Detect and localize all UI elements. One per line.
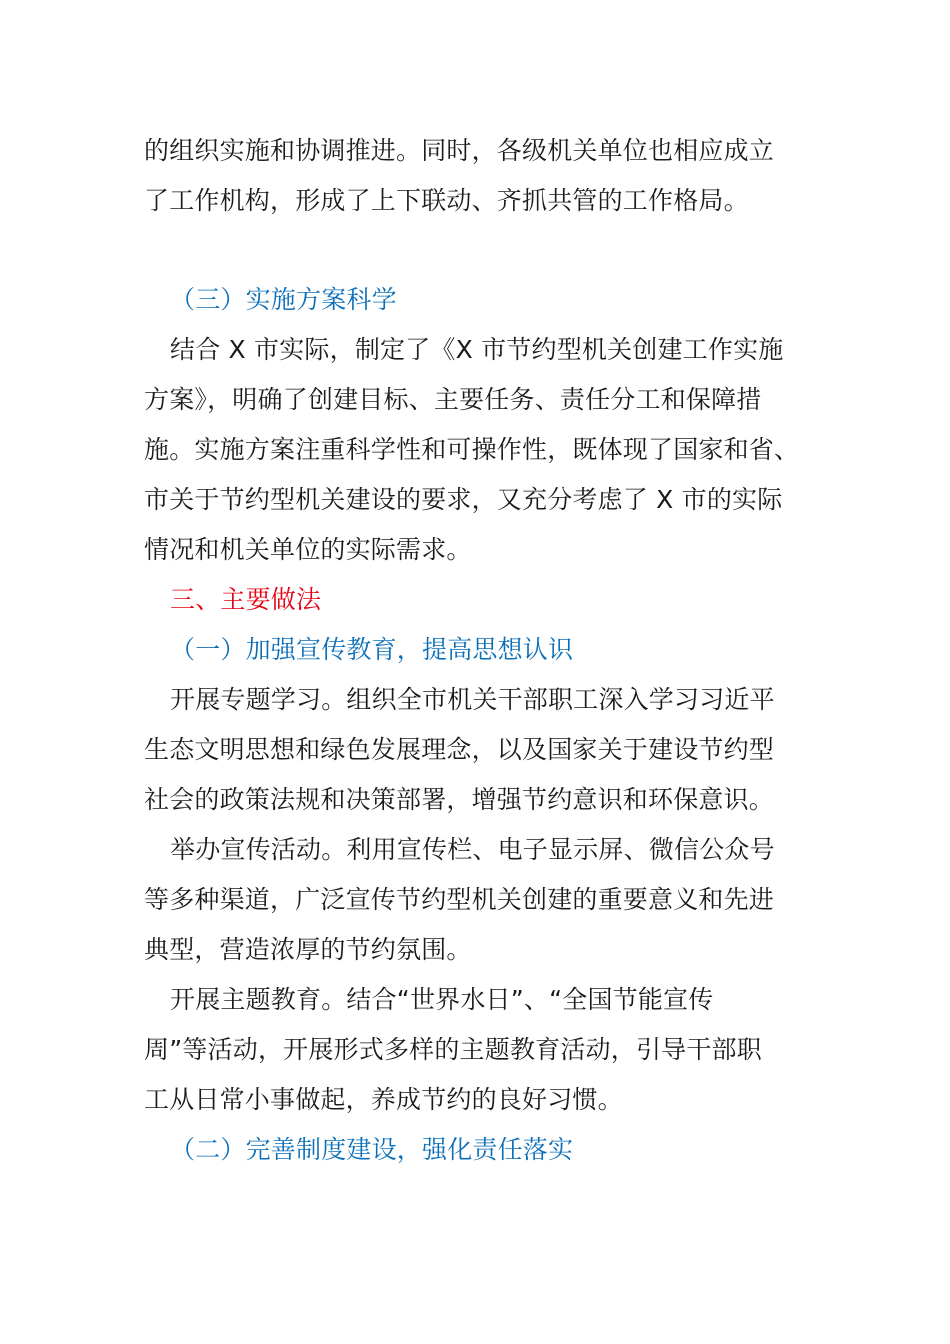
- paragraph-line: 社会的政策法规和决策部署，增强节约意识和环保意识。: [144, 785, 775, 814]
- paragraph-line: 典型，营造浓厚的节约氛围。: [144, 935, 472, 964]
- paragraph-line: 施。实施方案注重科学性和可操作性，既体现了国家和省、: [144, 435, 800, 464]
- subsection-heading-system-building: （二）完善制度建设，强化责任落实: [170, 1135, 574, 1164]
- paragraph-line: 结合 X 市实际，制定了《X 市节约型机关创建工作实施: [170, 335, 784, 364]
- paragraph-line: 市关于节约型机关建设的要求，又充分考虑了 X 市的实际: [144, 485, 783, 514]
- paragraph-line: 开展专题学习。组织全市机关干部职工深入学习习近平: [170, 685, 775, 714]
- paragraph-line: 工从日常小事做起，养成节约的良好习惯。: [144, 1085, 623, 1114]
- paragraph-line: 开展主题教育。结合“世界水日”、“全国节能宣传: [170, 985, 714, 1014]
- paragraph-line: 的组织实施和协调推进。同时，各级机关单位也相应成立: [144, 136, 775, 165]
- paragraph-line: 周”等活动，开展形式多样的主题教育活动，引导干部职: [144, 1035, 762, 1064]
- paragraph-line: 方案》，明确了创建目标、主要任务、责任分工和保障措: [144, 385, 762, 414]
- document-page: [144, 126, 804, 1175]
- section-heading-main-practices: 三、主要做法: [170, 585, 322, 614]
- paragraph-line: 生态文明思想和绿色发展理念，以及国家关于建设节约型: [144, 735, 775, 764]
- paragraph-line: 等多种渠道，广泛宣传节约型机关创建的重要意义和先进: [144, 885, 775, 914]
- paragraph-line: 了工作机构，形成了上下联动、齐抓共管的工作格局。: [144, 186, 749, 215]
- subsection-heading-implementation-plan: （三）实施方案科学: [170, 285, 397, 314]
- subsection-heading-publicity-education: （一）加强宣传教育，提高思想认识: [170, 635, 574, 664]
- paragraph-gap: [144, 226, 804, 275]
- paragraph-line: 举办宣传活动。利用宣传栏、电子显示屏、微信公众号: [170, 835, 775, 864]
- paragraph-line: 情况和机关单位的实际需求。: [144, 535, 472, 564]
